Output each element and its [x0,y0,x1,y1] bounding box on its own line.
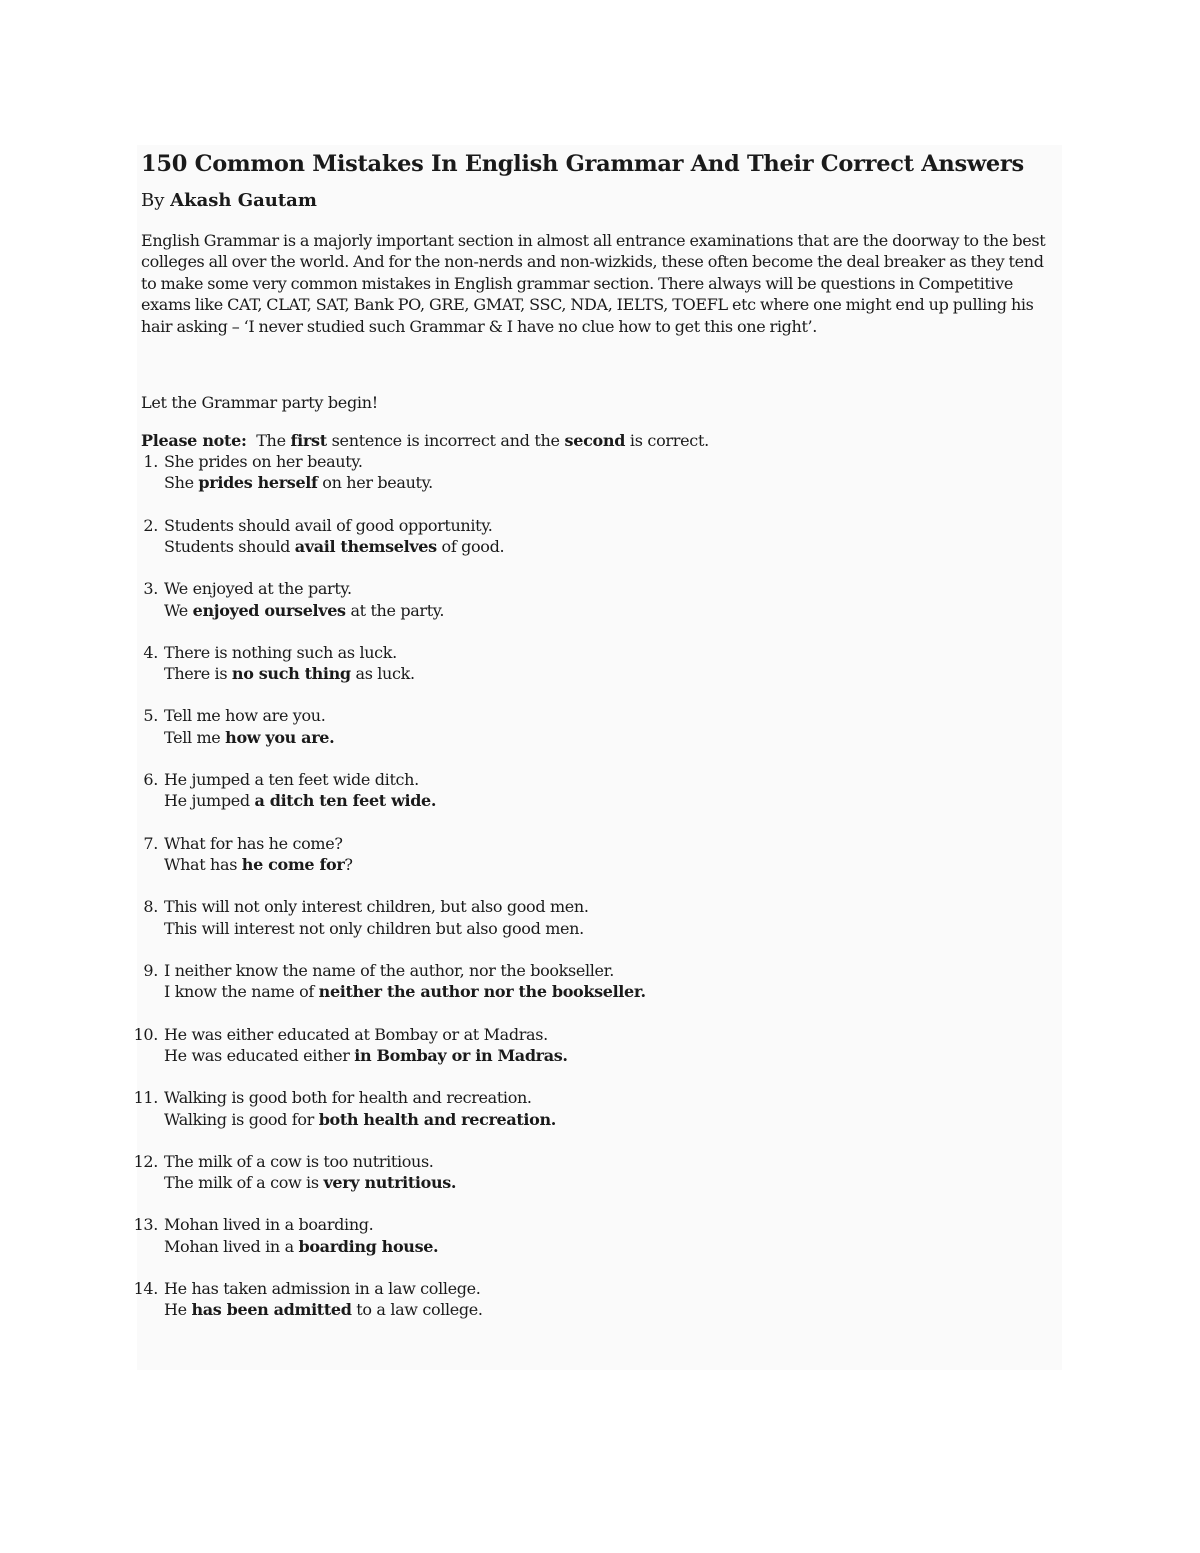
byline [141,189,1058,213]
correct-sentence [164,472,1058,493]
correct-text-pre: Mohan lived in a [164,1236,299,1256]
correct-sentence [164,918,1058,939]
correct-sentence [164,1045,1058,1066]
item-number: 11. [133,1088,158,1108]
correct-sentence [164,1172,1058,1193]
incorrect-sentence: What for has he come? [164,833,343,853]
correct-text-post: of good. [436,537,505,557]
correct-text-bold: how you are. [225,727,335,747]
correct-text-pre: She [164,473,199,493]
correct-text-post: ? [344,855,353,875]
incorrect-sentence: Students should avail of good opportunity. [164,515,493,535]
party-line: Let the Grammar party begin! [141,393,378,413]
item-number: 9. [143,960,158,980]
item-number: 7. [143,833,158,853]
correct-text-bold: very nutritious. [323,1173,457,1193]
item-number: 13. [133,1215,158,1235]
correct-text-post: at the party. [345,600,445,620]
correct-text-pre: Students should [164,537,295,557]
incorrect-sentence: He was either educated at Bombay or at Madras. [164,1024,548,1044]
incorrect-sentence: Mohan lived in a boarding. [164,1215,374,1235]
please-note [141,430,1058,451]
correct-text-bold: boarding house. [298,1236,439,1256]
list-item [141,769,1058,812]
list-item [133,1151,1058,1194]
mistakes-list [133,451,1058,1321]
correct-text-bold: he come for [241,855,345,875]
correct-sentence [164,790,1058,811]
correct-sentence [164,600,1058,621]
list-item [141,705,1058,748]
correct-text-bold: no such thing [231,664,351,684]
item-number: 10. [133,1024,158,1044]
correct-text-pre: There is [164,664,232,684]
correct-text-pre: What has [164,855,242,875]
incorrect-sentence: He jumped a ten feet wide ditch. [164,770,419,790]
correct-text-bold: has been admitted [191,1300,352,1320]
incorrect-sentence: We enjoyed at the party. [164,579,352,599]
note-label: Please note: [141,431,247,451]
list-item [141,960,1058,1003]
correct-text-pre: He was educated either [164,1045,355,1065]
item-number: 14. [133,1278,158,1298]
item-number: 6. [143,770,158,790]
list-item [141,642,1058,685]
item-number: 8. [143,897,158,917]
correct-text-pre: I know the name of [164,982,319,1002]
correct-text-pre: This will interest not only children but also good men. [164,918,584,938]
item-number: 12. [133,1151,158,1171]
correct-sentence [164,663,1058,684]
incorrect-sentence: This will not only interest children, but also good men. [164,897,589,917]
note-second: second [564,431,626,451]
list-item [133,1087,1058,1130]
correct-text-bold: avail themselves [294,537,437,557]
correct-text-pre: He [164,1300,192,1320]
note-text-2: sentence is incorrect and the [331,431,560,451]
correct-text-pre: We [164,600,193,620]
list-item [133,1278,1058,1321]
correct-text-bold: enjoyed ourselves [192,600,346,620]
item-number: 1. [143,452,158,472]
item-number: 3. [143,579,158,599]
item-number: 2. [143,515,158,535]
correct-text-pre: He jumped [164,791,255,811]
incorrect-sentence: I neither know the name of the author, nor the bookseller. [164,960,614,980]
correct-text-bold: a ditch ten feet wide. [254,791,437,811]
item-number: 5. [143,706,158,726]
correct-sentence [164,1109,1058,1130]
correct-text-pre: The milk of a cow is [164,1173,324,1193]
byline-prefix: By [141,190,165,211]
list-item [133,1024,1058,1067]
correct-sentence [164,727,1058,748]
correct-sentence [164,536,1058,557]
list-item [141,515,1058,558]
correct-sentence [164,854,1058,875]
incorrect-sentence: The milk of a cow is too nutritious. [164,1151,434,1171]
correct-text-bold: prides herself [198,473,318,493]
item-number: 4. [143,642,158,662]
correct-text-pre: Tell me [164,727,226,747]
list-item [141,896,1058,939]
correct-text-post: as luck. [350,664,415,684]
correct-text-post: on her beauty. [317,473,433,493]
list-item [141,451,1058,494]
note-first: first [290,431,327,451]
document-body [133,145,1062,1370]
correct-text-bold: in Bombay or in Madras. [354,1045,568,1065]
incorrect-sentence: Walking is good both for health and recreation. [164,1088,532,1108]
correct-text-bold: both health and recreation. [318,1109,556,1129]
correct-sentence [164,1299,1058,1320]
correct-sentence [164,1236,1058,1257]
list-item [141,833,1058,876]
correct-text-pre: Walking is good for [164,1109,319,1129]
note-text-3: is correct. [629,431,709,451]
page-title: 150 Common Mistakes In English Grammar And Their Correct Answers [141,151,1024,177]
correct-text-post: to a law college. [351,1300,483,1320]
incorrect-sentence: Tell me how are you. [164,706,326,726]
incorrect-sentence: He has taken admission in a law college. [164,1278,481,1298]
correct-text-bold: neither the author nor the bookseller. [318,982,646,1002]
note-text-1: The [256,431,286,451]
correct-sentence [164,981,1058,1002]
incorrect-sentence: She prides on her beauty. [164,452,363,472]
list-item [141,578,1058,621]
list-item [133,1214,1058,1257]
intro-paragraph: English Grammar is a majorly important section in almost all entrance examinations that are the doorway to the best colleges all over the world. And for the non-nerds and non-wizkids, these often become the deal breaker as they tend to make some very common mistakes in English grammar section. There always will be questions in Competitive exams like CAT, CLAT, SAT, Bank PO, GRE, GMAT, SSC, NDA, IELTS, TOEFL etc where one might end up pulling his hair asking – ‘I never studied such Grammar & I have no clue how to get this one right’. [141,231,1046,336]
author-name: Akash Gautam [170,190,317,211]
incorrect-sentence: There is nothing such as luck. [164,642,397,662]
